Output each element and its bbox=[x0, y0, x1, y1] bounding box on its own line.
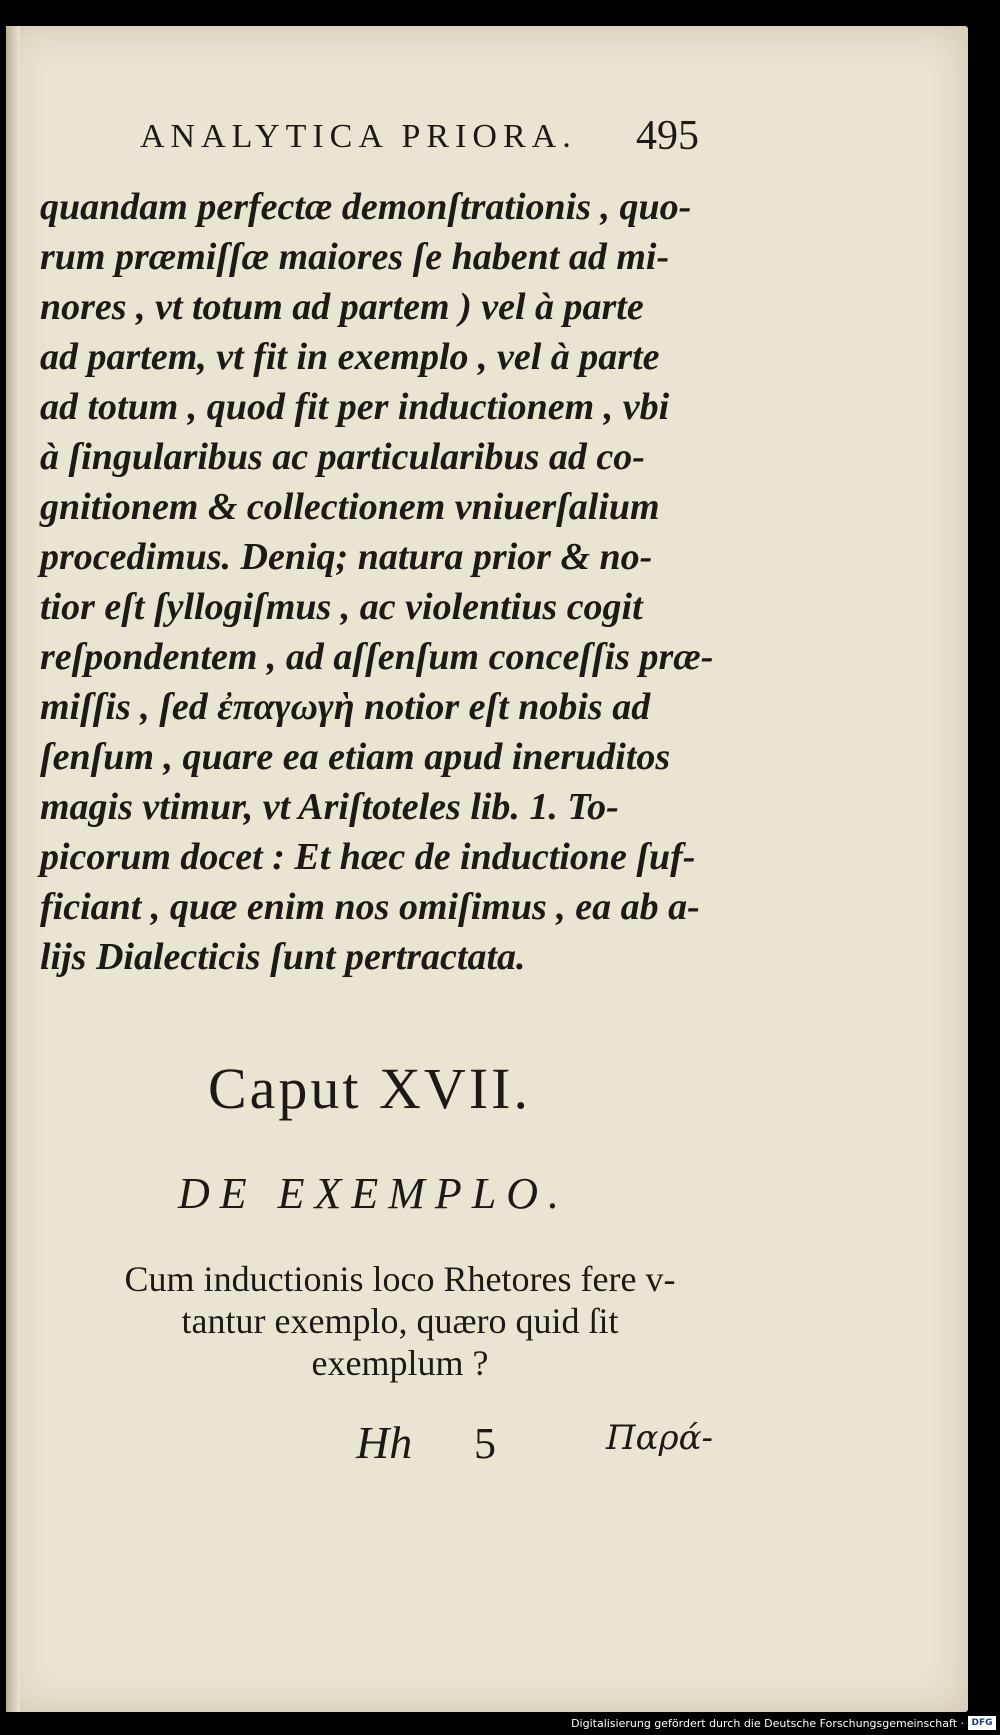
page-gutter bbox=[6, 26, 20, 1712]
body-line: magis vtimur, vt Ariſtoteles lib. 1. To- bbox=[40, 786, 619, 828]
body-line: ad partem, vt fit in exemplo , vel à parte bbox=[40, 336, 660, 378]
body-line: quandam perfectæ demonſtrationis , quo- bbox=[40, 186, 692, 228]
body-line: miſſis , ſed ἐπαγωγὴ notior eſt nobis ad bbox=[40, 686, 651, 728]
signature-mark: Hh bbox=[356, 1417, 413, 1468]
question-line: Cum inductionis loco Rhetores fere v- bbox=[124, 1259, 676, 1299]
question-paragraph bbox=[60, 1258, 740, 1384]
running-head: ANALYTICA PRIORA. bbox=[140, 118, 577, 155]
chapter-title: Caput XVII. bbox=[208, 1056, 531, 1121]
body-line: picorum docet : Et hæc de inductione ſuf- bbox=[40, 836, 696, 878]
body-line: à ſingularibus ac particularibus ad co- bbox=[40, 436, 645, 478]
body-text bbox=[40, 182, 720, 982]
body-line: tior eſt ſyllogiſmus , ac violentius cogit bbox=[40, 586, 643, 628]
body-line: rum præmiſſæ maiores ſe habent ad mi- bbox=[40, 236, 670, 278]
body-line: ſenſum , quare ea etiam apud ineruditos bbox=[40, 736, 671, 778]
body-line: reſpondentem , ad aſſenſum conceſſis præ- bbox=[40, 636, 714, 678]
signature-number: 5 bbox=[474, 1419, 496, 1468]
body-line: procedimus. Deniq; natura prior & no- bbox=[40, 536, 653, 578]
question-line: tantur exemplo, quæro quid ſit bbox=[181, 1301, 619, 1341]
catchword: Παρά- bbox=[606, 1418, 714, 1458]
dfg-logo-icon: DFG bbox=[968, 1716, 996, 1730]
page-number: 495 bbox=[636, 113, 699, 159]
body-line: ad totum , quod fit per inductionem , vbi bbox=[40, 386, 670, 428]
body-line: nores , vt totum ad partem ) vel à parte bbox=[40, 286, 644, 328]
chapter-subtitle: DE EXEMPLO. bbox=[178, 1169, 570, 1218]
body-line: gnitionem & collectionem vniuerſalium bbox=[40, 486, 660, 528]
body-line: lijs Dialecticis ſunt pertractata. bbox=[40, 936, 526, 978]
question-line: exemplum ? bbox=[311, 1343, 489, 1383]
digitization-credit: Digitalisierung gefördert durch die Deutsche Forschungsgemeinschaft · bbox=[571, 1717, 964, 1730]
body-line: ficiant , quæ enim nos omiſimus , ea ab a- bbox=[40, 886, 700, 928]
